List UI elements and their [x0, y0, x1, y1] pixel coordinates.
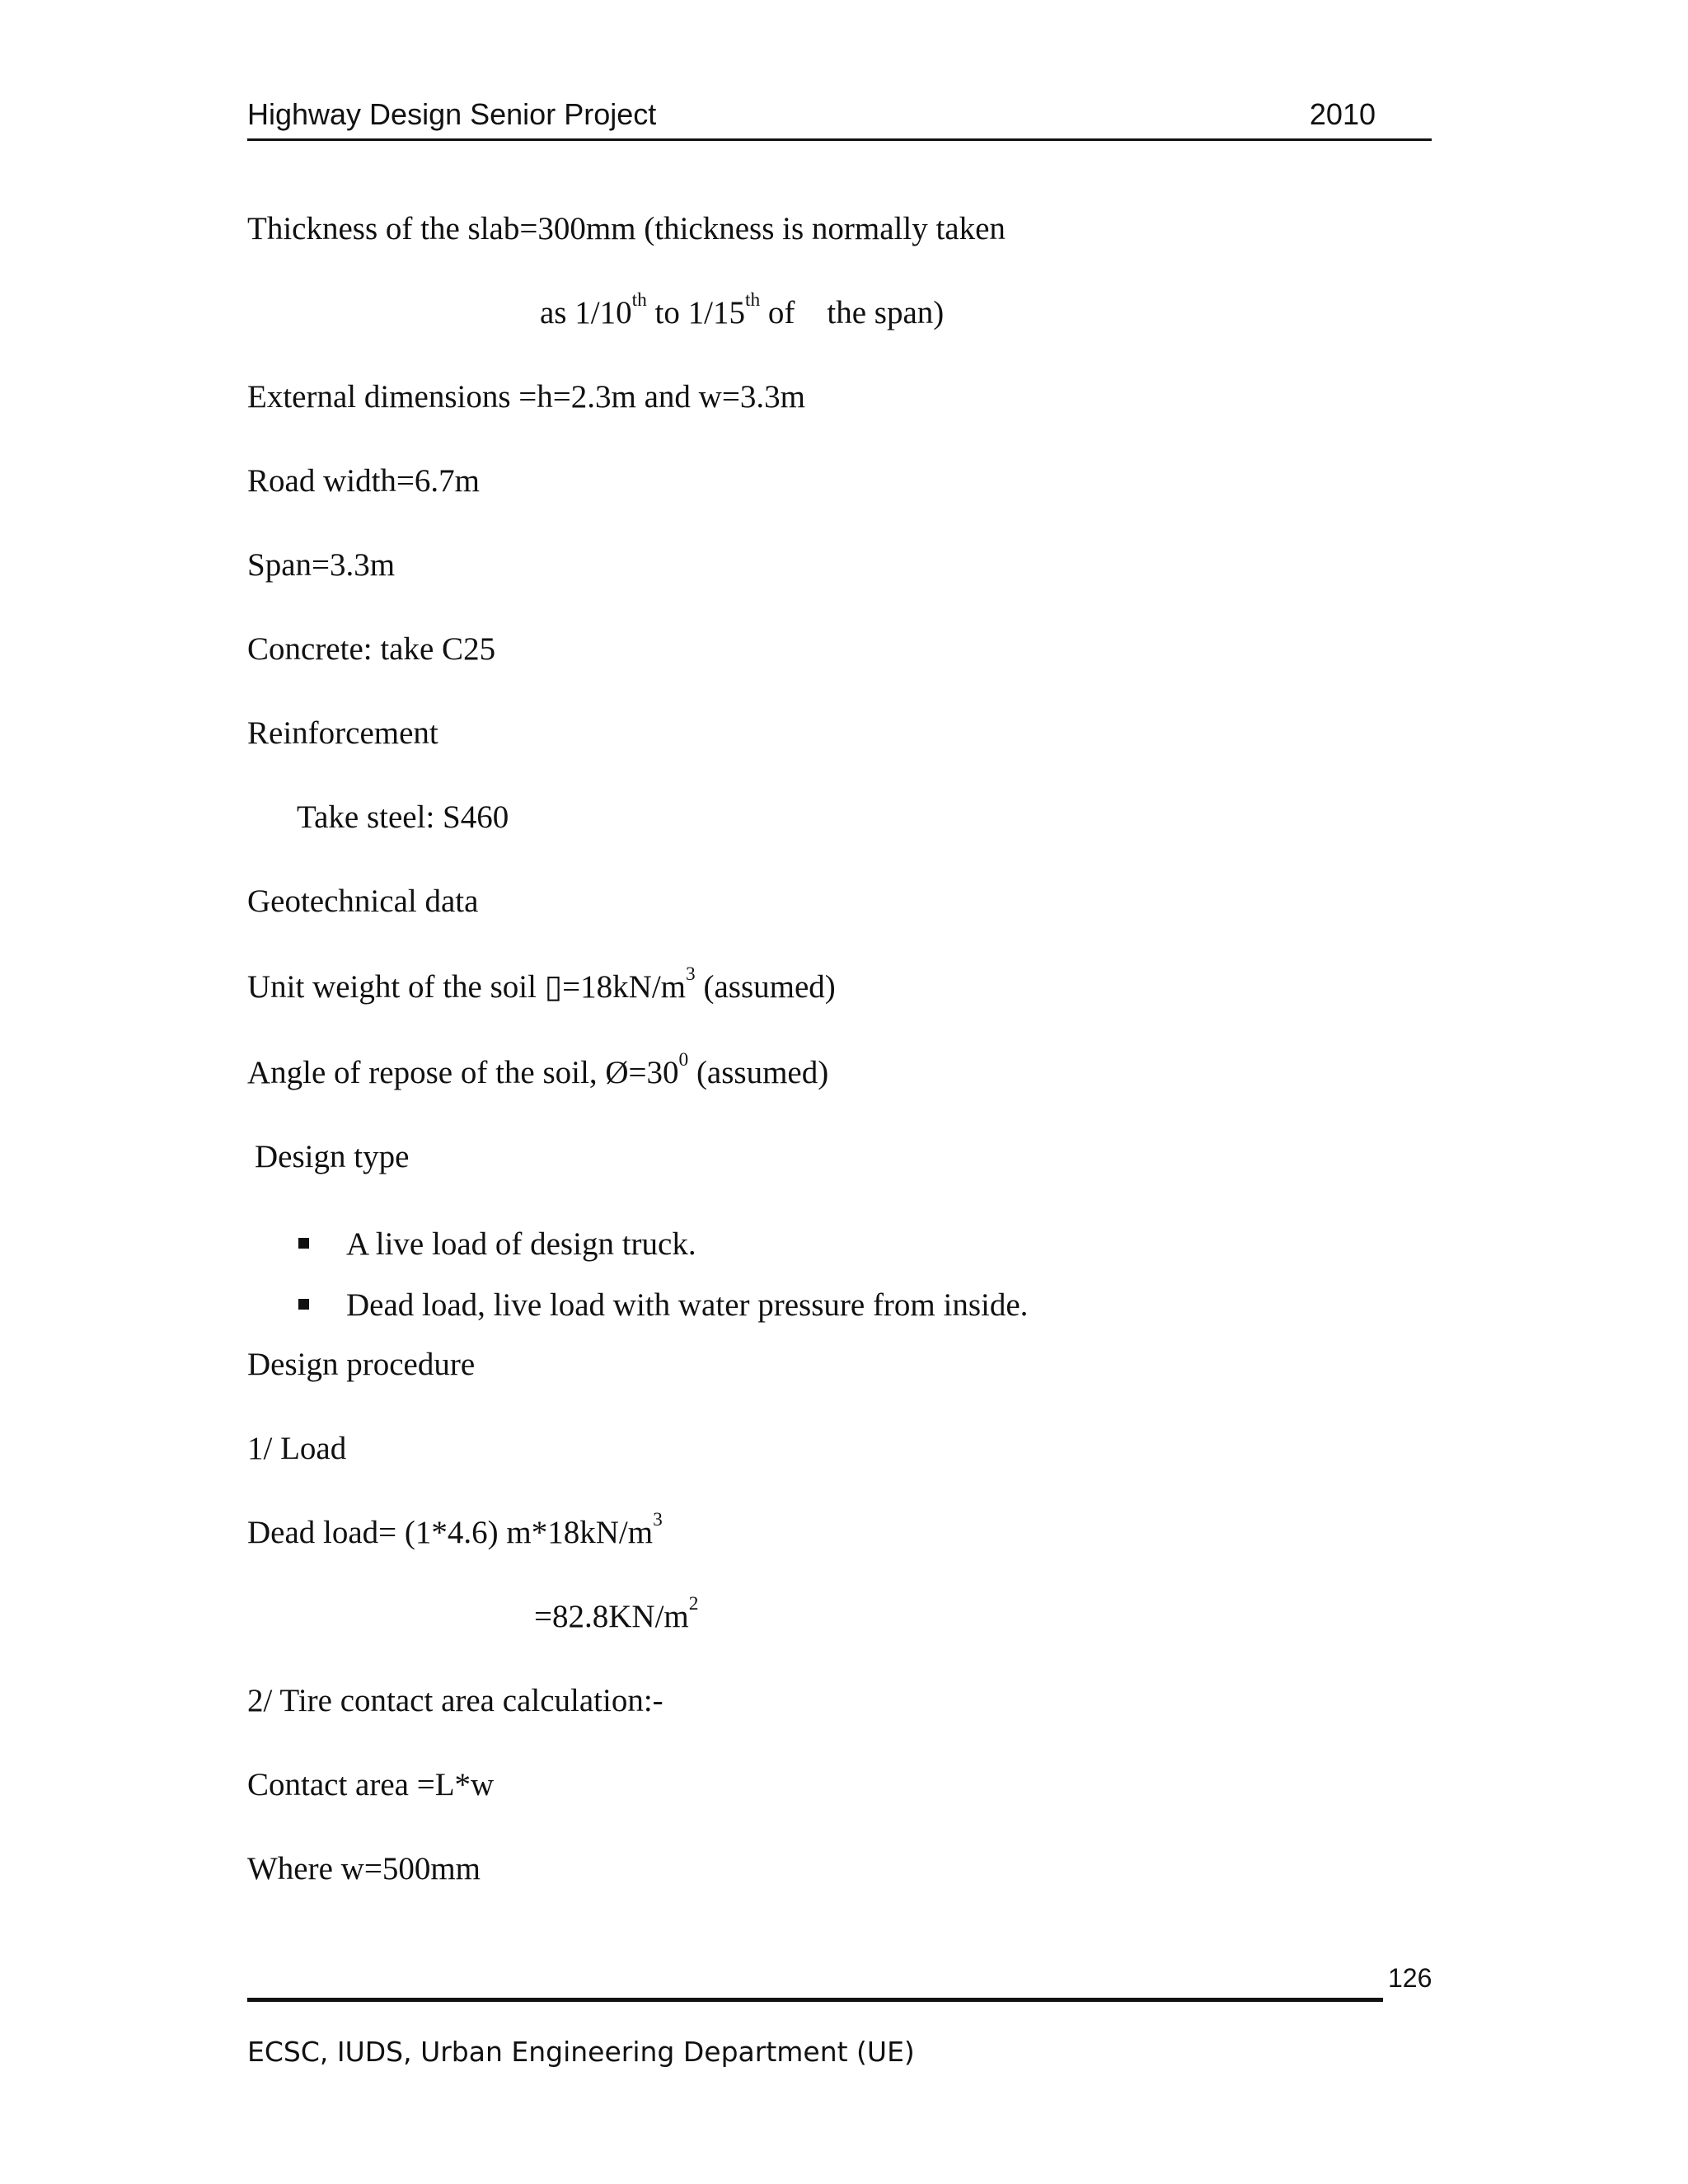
unit-weight-line: [247, 963, 836, 1005]
concrete-line: Concrete: take C25: [247, 631, 496, 667]
dead-load-pre: Dead load= (1*4.6) m*18kN/m: [247, 1515, 654, 1550]
span-fraction-sup2: th: [744, 288, 761, 311]
slab-thickness-line: Thickness of the slab=300mm (thickness is normally taken: [247, 211, 1006, 246]
footer-department: ECSC, IUDS, Urban Engineering Department (UE): [247, 2036, 915, 2068]
unit-weight-post: (assumed): [695, 969, 836, 1005]
angle-of-repose-line: [247, 1048, 829, 1090]
design-type-heading: Design type: [255, 1139, 410, 1174]
span-fraction-sup1: th: [631, 288, 647, 311]
span-fraction-mid: to 1/15: [646, 295, 745, 330]
design-type-item: Dead load, live load with water pressure from inside.: [346, 1287, 1029, 1323]
unit-weight-pre: Unit weight of the soil ▯=18kN/m: [247, 969, 687, 1005]
dead-load-result-line: [534, 1592, 699, 1634]
span-fraction-line: [540, 288, 945, 330]
footer-divider: [247, 1998, 1383, 2002]
header-title: Highway Design Senior Project: [247, 97, 657, 131]
span-fraction-pre: as 1/10: [540, 295, 632, 330]
geotechnical-heading: Geotechnical data: [247, 883, 479, 919]
page-number: 126: [1388, 1963, 1432, 1993]
load-heading: 1/ Load: [247, 1431, 347, 1466]
reinforcement-heading: Reinforcement: [247, 715, 438, 751]
angle-of-repose-post: (assumed): [688, 1055, 829, 1090]
dead-load-line: [247, 1508, 663, 1550]
bullet-marker: [298, 1238, 309, 1249]
bullet-marker: [298, 1299, 309, 1310]
angle-of-repose-sup: 0: [678, 1048, 689, 1071]
design-type-item: A live load of design truck.: [346, 1226, 696, 1262]
design-procedure-heading: Design procedure: [247, 1347, 476, 1382]
contact-area-line: Contact area =L*w: [247, 1767, 495, 1802]
dead-load-result-sup: 2: [688, 1592, 699, 1615]
span-fraction-post: of the span): [760, 295, 945, 330]
unit-weight-sup: 3: [686, 963, 696, 985]
road-width-line: Road width=6.7m: [247, 463, 480, 499]
span-line: Span=3.3m: [247, 547, 396, 583]
tire-contact-heading: 2/ Tire contact area calculation:-: [247, 1683, 663, 1718]
steel-line: Take steel: S460: [297, 799, 509, 835]
dead-load-sup: 3: [653, 1508, 663, 1530]
dead-load-result-pre: =82.8KN/m: [534, 1599, 689, 1634]
external-dimensions-line: External dimensions =h=2.3m and w=3.3m: [247, 379, 805, 415]
angle-of-repose-pre: Angle of repose of the soil, Ø=30: [247, 1055, 679, 1090]
page-header: [247, 97, 1432, 141]
header-year: 2010: [1309, 97, 1376, 131]
where-w-line: Where w=500mm: [247, 1851, 481, 1886]
